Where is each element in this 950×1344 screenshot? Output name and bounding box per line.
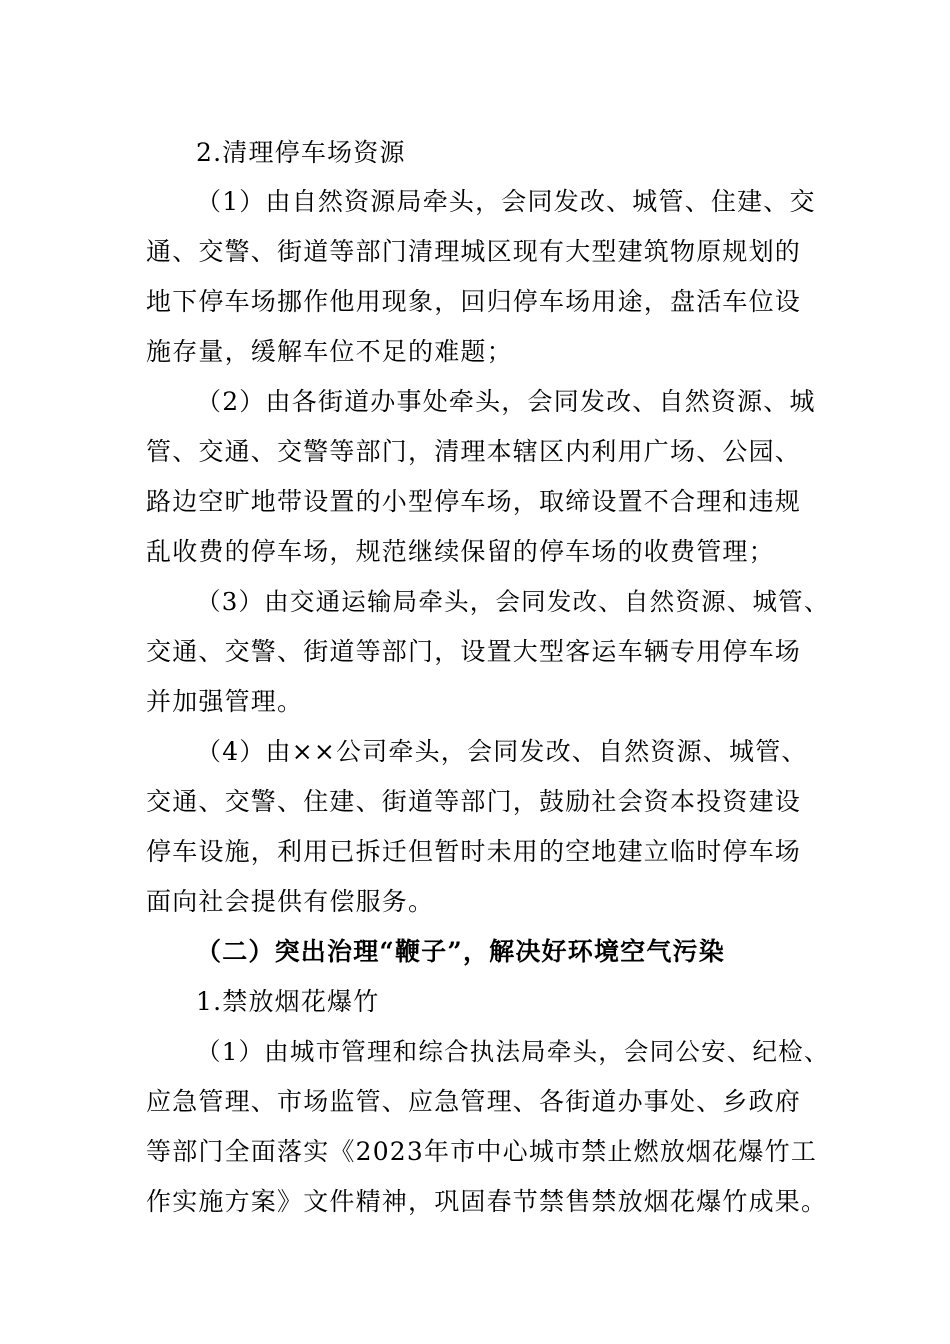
paragraph-line: 乱收费的停车场，规范继续保留的停车场的收费管理； xyxy=(146,537,775,566)
paragraph-line: 交通、交警、街道等部门，设置大型客运车辆专用停车场 xyxy=(146,637,802,666)
paragraph-line: 等部门全面落实《2023年市中心城市禁止燃放烟花爆竹工 xyxy=(146,1137,818,1166)
paragraph-line: 作实施方案》文件精神，巩固春节禁售禁放烟花爆竹成果。 xyxy=(146,1187,828,1216)
paragraph-line: （4）由××公司牵头，会同发改、自然资源、城管、 xyxy=(196,737,808,766)
paragraph-line: （1）由自然资源局牵头，会同发改、城管、住建、交 xyxy=(196,187,816,216)
paragraph-line: 路边空旷地带设置的小型停车场，取缔设置不合理和违规 xyxy=(146,487,802,516)
paragraph-line: 并加强管理。 xyxy=(146,687,304,716)
paragraph-line: 地下停车场挪作他用现象，回归停车场用途，盘活车位设 xyxy=(146,287,802,316)
section-title-fireworks: 1.禁放烟花爆竹 xyxy=(196,987,380,1016)
paragraph-line: 应急管理、市场监管、应急管理、各街道办事处、乡政府 xyxy=(146,1087,802,1116)
paragraph-line: 施存量，缓解车位不足的难题； xyxy=(146,337,513,366)
paragraph-line: 面向社会提供有偿服务。 xyxy=(146,887,435,916)
paragraph-line: （3）由交通运输局牵头，会同发改、自然资源、城管、 xyxy=(196,587,830,616)
paragraph-line: 交通、交警、住建、街道等部门，鼓励社会资本投资建设 xyxy=(146,787,802,816)
paragraph-line: （2）由各街道办事处牵头，会同发改、自然资源、城 xyxy=(196,387,816,416)
paragraph-line: 停车设施，利用已拆迁但暂时未用的空地建立临时停车场 xyxy=(146,837,802,866)
paragraph-line: 管、交通、交警等部门，清理本辖区内利用广场、公园、 xyxy=(146,437,802,466)
paragraph-line: 通、交警、街道等部门清理城区现有大型建筑物原规划的 xyxy=(146,237,802,266)
paragraph-line: （1）由城市管理和综合执法局牵头，会同公安、纪检、 xyxy=(196,1037,830,1066)
section-heading-air-pollution: （二）突出治理“鞭子”，解决好环境空气污染 xyxy=(196,937,725,966)
section-title-parking: 2.清理停车场资源 xyxy=(196,138,406,167)
